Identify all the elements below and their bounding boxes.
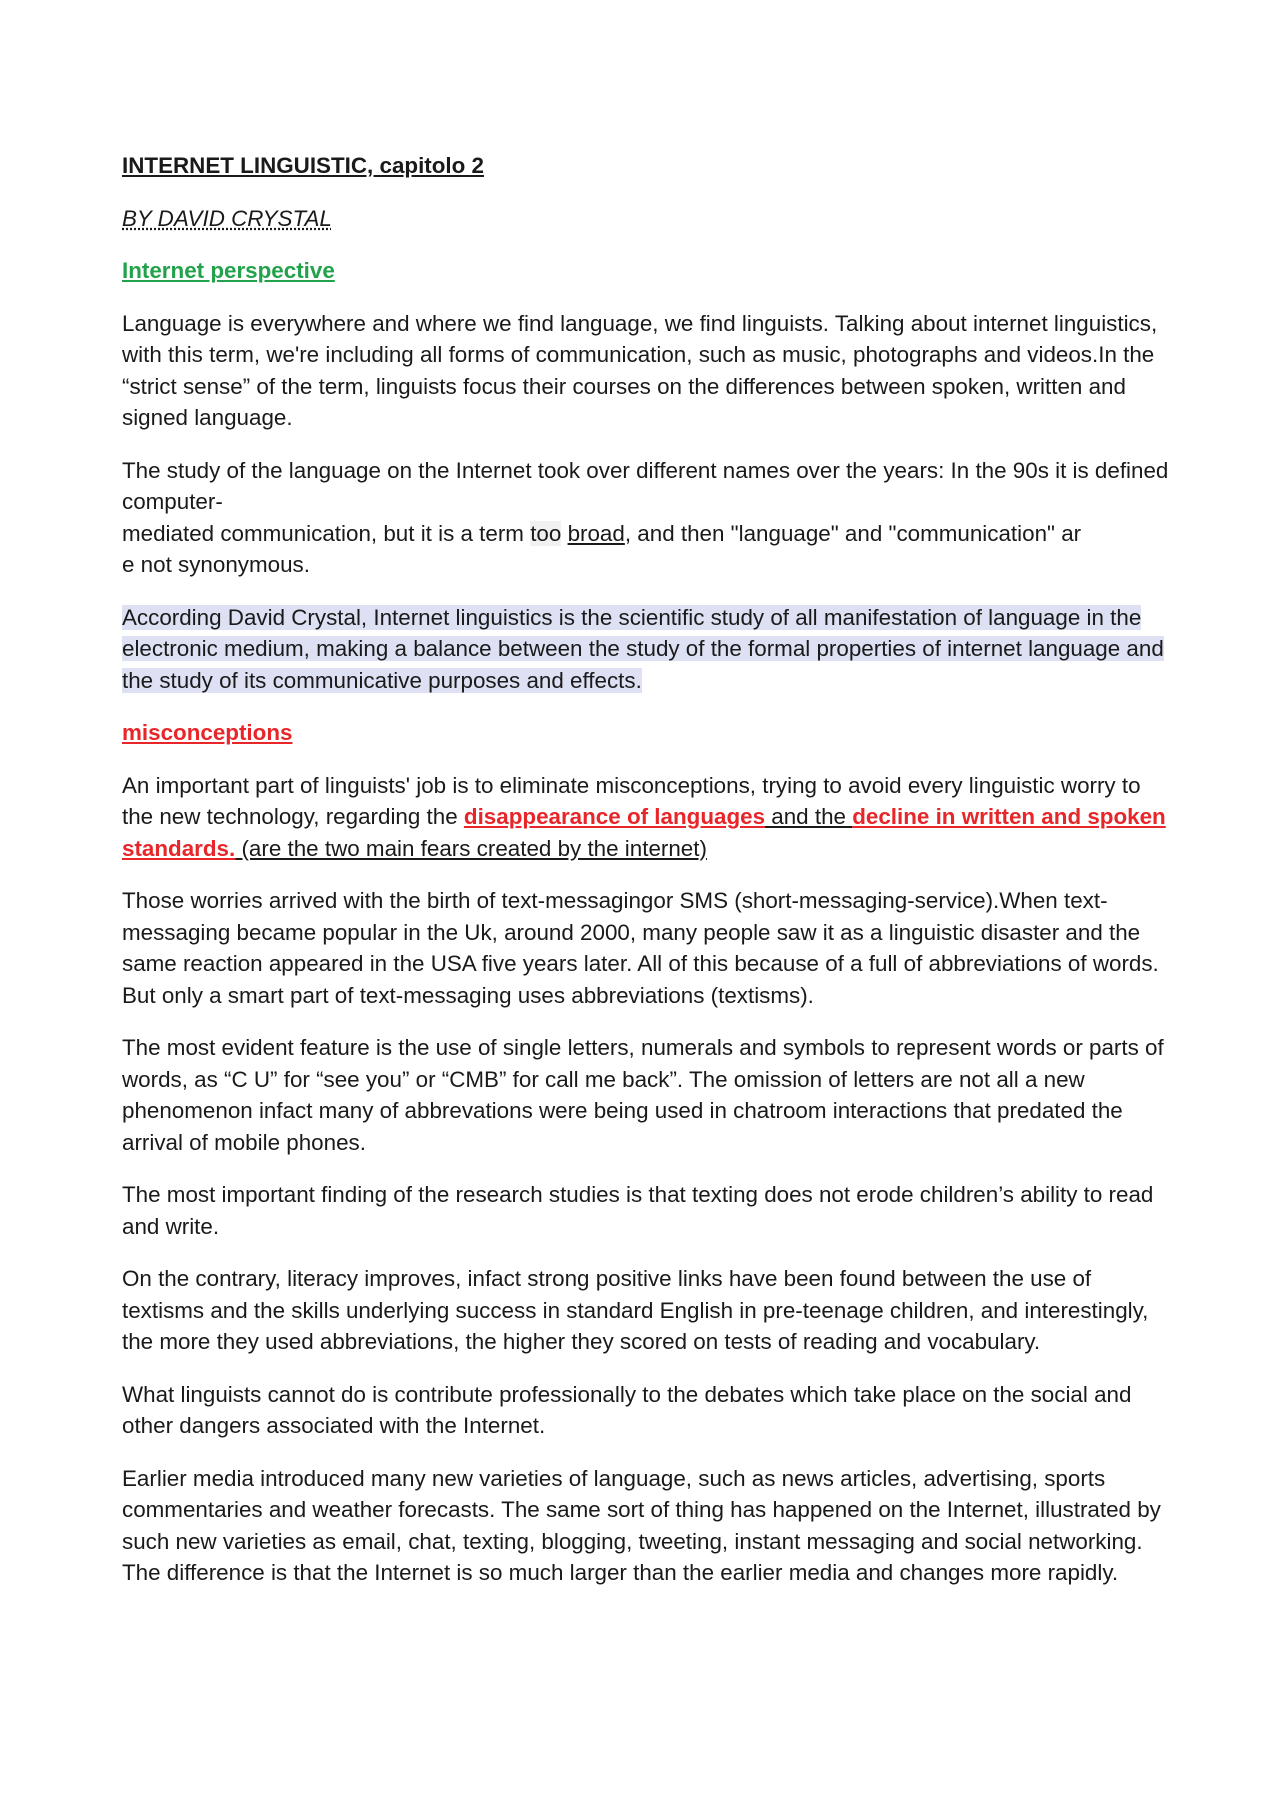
paragraph-10 <box>122 1463 1174 1589</box>
paragraph-9 <box>122 1379 1174 1442</box>
paragraph-2-line-a: The study of the language on the Internet took over different names over the years: In the 90s it is defined computer- <box>122 457 1169 514</box>
paragraph-9-text: What linguists cannot do is contribute professionally to the debates which take place on the social and other dangers associated with the Internet. <box>122 1381 1132 1438</box>
paragraph-2-line-c: , and then "language" and "communication" ar <box>624 520 1082 546</box>
paragraph-4-note: (are the two main fears created by the internet) <box>235 835 707 861</box>
paragraph-4 <box>122 770 1174 865</box>
paragraph-4-period: . <box>229 835 236 861</box>
section-heading-misconceptions: misconceptions <box>122 720 293 745</box>
paragraph-6-text: The most evident feature is the use of single letters, numerals and symbols to represent words or parts of words, as “C U” for “see you” or “CMB” for call me back”. The omission of letters are not all a new phenomenon infact many of abbrevations were being used in chatroom interactions that predated the arrival of mobile phones. <box>122 1035 1164 1155</box>
paragraph-1 <box>122 308 1174 434</box>
paragraph-3 <box>122 602 1174 697</box>
paragraph-1-text: Language is everywhere and where we find language, we find linguists. Talking about internet linguistics, with this term, we're including all forms of communication, such as music, photographs and videos.In the “strict sense” of the term, linguists focus their courses on the differences between spoken, written and signed language. <box>122 310 1158 430</box>
paragraph-7 <box>122 1179 1174 1242</box>
word-too: too <box>530 520 562 546</box>
paragraph-5 <box>122 885 1174 1011</box>
document-page <box>122 150 1174 1610</box>
paragraph-10-text: Earlier media introduced many new varieties of language, such as news articles, advertising, sports commentaries and weather forecasts. The same sort of thing has happened on the Internet, illustrated by such new varieties as email, chat, texting, blogging, tweeting, instant messaging and social networking. The difference is that the Internet is so much larger than the earlier media and changes more rapidly. <box>122 1465 1161 1585</box>
paragraph-5-text: Those worries arrived with the birth of text-messagingor SMS (short-messaging-service).When text-messaging became popular in the Uk, around 2000, many people saw it as a linguistic disaster and the same reaction appeared in the USA five years later. All of this because of a full of abbreviations of words. But only a smart part of text-messaging uses abbreviations (textisms). <box>122 888 1159 1008</box>
paragraph-2-line-d: e not synonymous. <box>122 552 310 577</box>
fear-decline: decline in written and spoken standards <box>122 804 1166 861</box>
paragraph-2-line-b: mediated communication, but it is a term <box>122 520 531 546</box>
highlighted-definition: According David Crystal, Internet linguistics is the scientific study of all manifestation of language in the electronic medium, making a balance between the study of the formal properties of internet language and the study of its communicative purposes and effects. <box>122 604 1164 693</box>
fear-disappearance: disappearance of languages <box>463 804 766 829</box>
paragraph-7-text: The most important finding of the research studies is that texting does not erode children’s ability to read and write. <box>122 1182 1154 1239</box>
author-name: BY DAVID CRYSTAL <box>122 205 332 231</box>
paragraph-2 <box>122 455 1174 581</box>
paragraph-6 <box>122 1032 1174 1158</box>
document-title: INTERNET LINGUISTIC, capitolo 2 <box>122 153 485 178</box>
paragraph-8 <box>122 1263 1174 1358</box>
paragraph-4-intro: An important part of linguists' job is to eliminate misconceptions, trying to avoid every linguistic worry to the new technology, regarding the <box>122 772 1141 829</box>
author-line <box>122 203 1174 235</box>
paragraph-4-and: and the <box>765 804 853 829</box>
word-broad: broad <box>567 520 625 546</box>
section-heading-internet-perspective: Internet perspective <box>122 258 335 283</box>
paragraph-8-text: On the contrary, literacy improves, infact strong positive links have been found between the use of textisms and the skills underlying success in standard English in pre-teenage children, and interestingly, the more they used abbreviations, the higher they scored on tests of reading and vocabulary. <box>122 1266 1149 1354</box>
